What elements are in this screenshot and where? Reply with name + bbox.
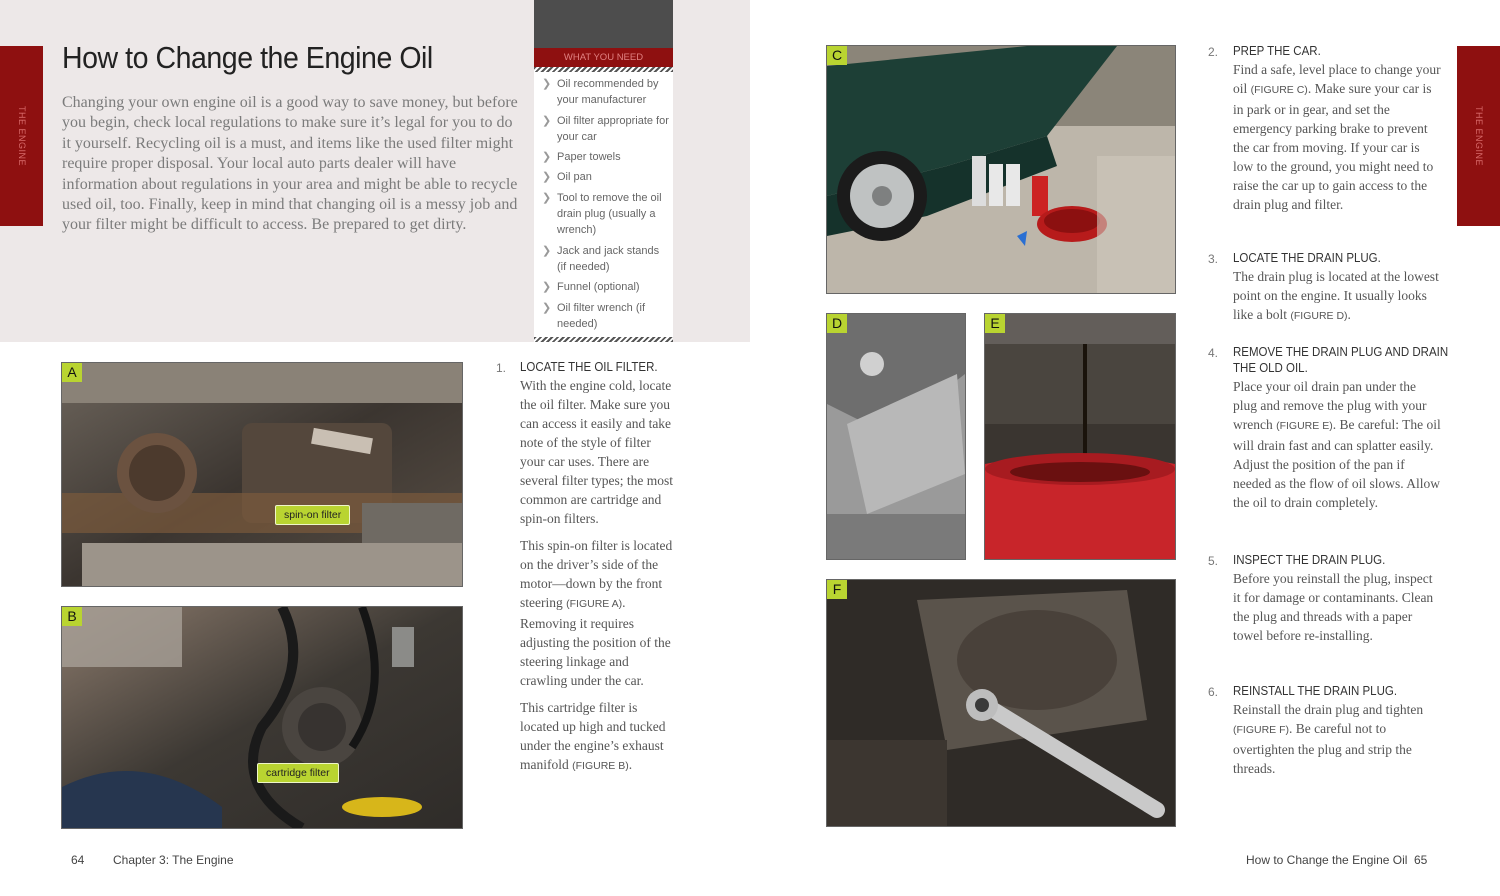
figure-b-photo bbox=[61, 606, 463, 829]
car-in-garage-photo bbox=[827, 46, 1175, 293]
need-box-header-bar bbox=[534, 0, 673, 48]
figure-e-label: E bbox=[985, 314, 1005, 333]
figure-c-label: C bbox=[827, 46, 847, 65]
need-item: ❯ Jack and jack stands (if needed) bbox=[542, 244, 660, 273]
side-tab-left bbox=[0, 46, 43, 226]
step-3 bbox=[1208, 251, 1443, 326]
wrench-tightening-photo bbox=[827, 580, 1175, 826]
step-6 bbox=[1208, 684, 1443, 778]
page-number-left: 64 bbox=[71, 853, 85, 867]
figure-e-photo bbox=[984, 313, 1176, 560]
what-you-need-box bbox=[534, 0, 673, 342]
step-heading: PREP THE CAR. bbox=[1233, 44, 1321, 58]
step-paragraph: Before you reinstall the plug, inspect it for damage or contaminants. Clean the plug and threads with a paper towel before re-installing. bbox=[1233, 571, 1434, 643]
step-heading: LOCATE THE DRAIN PLUG. bbox=[1233, 251, 1381, 265]
need-item: ❯ Oil filter wrench (if needed) bbox=[542, 301, 646, 330]
need-item: ❯ Oil filter appropriate for your car bbox=[542, 114, 669, 143]
cartridge-filter-callout: cartridge filter bbox=[257, 763, 339, 783]
side-tab-label: THE ENGINE bbox=[1473, 105, 1484, 167]
hatch-divider-top bbox=[534, 67, 673, 72]
need-item: ❯ Oil pan bbox=[542, 169, 670, 185]
step-heading: INSPECT THE DRAIN PLUG. bbox=[1233, 553, 1386, 567]
step-heading: REINSTALL THE DRAIN PLUG. bbox=[1233, 684, 1398, 698]
chevron-right-icon: ❯ bbox=[542, 244, 552, 257]
step-heading-continued: THE OLD OIL. bbox=[1233, 361, 1308, 375]
step-paragraph: Find a safe, level place to change your oil (FIGURE C). Make sure your car is in park or in gear, and set the emergency parking brake to prevent the car from moving. If your car is low to the ground, you might need to raise the car up to gain access to the drain plug and filter. bbox=[1233, 62, 1441, 212]
hatch-divider-bottom bbox=[534, 337, 673, 342]
section-title-footer: How to Change the Engine Oil bbox=[1246, 853, 1408, 867]
figure-d-photo bbox=[826, 313, 966, 560]
step-number: 4. bbox=[1208, 346, 1219, 360]
figure-a-label: A bbox=[62, 363, 82, 382]
figure-a-photo bbox=[61, 362, 463, 587]
step-number: 1. bbox=[496, 361, 507, 375]
need-item: ❯ Funnel (optional) bbox=[542, 279, 670, 295]
figure-reference: (FIGURE D) bbox=[1290, 310, 1348, 322]
figure-reference: (FIGURE F) bbox=[1233, 724, 1289, 736]
figure-reference: (FIGURE B) bbox=[572, 760, 629, 772]
chevron-right-icon: ❯ bbox=[542, 171, 552, 184]
need-list bbox=[542, 76, 670, 336]
intro-paragraph: Changing your own engine oil is a good way to save money, but before you begin, check local regulations to make sure it’s legal for you to do it yourself. Recycling oil is a must, and items like the used filter might require proper disposal. Your local auto parts dealer will have information about regulations in your area and might be able to recycle used oil, too. Finally, keep in mind that changing oil is a messy job and your filter might be difficult to access. Be prepared to get dirty. bbox=[62, 94, 518, 234]
engine-bay-photo-b bbox=[62, 607, 462, 828]
figure-reference: (FIGURE E) bbox=[1276, 420, 1333, 432]
step-paragraph: Place your oil drain pan under the plug and remove the plug with your wrench (FIGURE E). Be careful: The oil will drain fast and can splatter easily. Adjust the position of the pan if needed as the flow of oil slows. Allow the oil to drain completely. bbox=[1233, 379, 1441, 510]
step-paragraph: The drain plug is located at the lowest point on the engine. It usually looks like a bolt (FIGURE D). bbox=[1233, 269, 1439, 322]
figure-reference: (FIGURE A) bbox=[566, 598, 623, 610]
engine-bay-photo-a bbox=[62, 363, 462, 586]
chevron-right-icon: ❯ bbox=[542, 281, 552, 294]
step-5 bbox=[1208, 553, 1443, 645]
spin-on-filter-callout: spin-on filter bbox=[275, 505, 350, 525]
step-heading: LOCATE THE OIL FILTER. bbox=[520, 360, 658, 374]
step-paragraph: With the engine cold, locate the oil filter. Make sure you can access it easily and take note of the style of filter your car uses. There are several filter types; the most common are cartridge and spin-on filters. bbox=[520, 378, 673, 526]
step-1 bbox=[496, 360, 676, 776]
need-item: ❯ Tool to remove the oil drain plug (usually a wrench) bbox=[542, 191, 662, 237]
step-4 bbox=[1208, 345, 1449, 512]
side-tab-label: THE ENGINE bbox=[16, 105, 27, 167]
need-item: ❯ Oil recommended by your manufacturer bbox=[542, 78, 659, 107]
step-number: 6. bbox=[1208, 685, 1219, 699]
side-tab-right bbox=[1457, 46, 1500, 226]
step-number: 5. bbox=[1208, 554, 1219, 568]
step-number: 3. bbox=[1208, 252, 1219, 266]
need-item: ❯ Paper towels bbox=[542, 149, 670, 165]
figure-d-label: D bbox=[827, 314, 847, 333]
chevron-right-icon: ❯ bbox=[542, 78, 552, 90]
step-heading: REMOVE THE DRAIN PLUG AND DRAIN bbox=[1233, 345, 1449, 359]
figure-f-photo bbox=[826, 579, 1176, 827]
figure-c-photo bbox=[826, 45, 1176, 294]
chapter-title-footer: Chapter 3: The Engine bbox=[113, 853, 234, 867]
figure-f-label: F bbox=[827, 580, 847, 599]
step-paragraph: Reinstall the drain plug and tighten (FIGURE F). Be careful not to overtighten the plug and strip the threads. bbox=[1233, 702, 1424, 776]
page-number-right: 65 bbox=[1414, 853, 1428, 867]
step-2 bbox=[1208, 44, 1443, 214]
chevron-right-icon: ❯ bbox=[542, 114, 552, 127]
page-title: How to Change the Engine Oil bbox=[62, 40, 433, 75]
step-number: 2. bbox=[1208, 45, 1219, 59]
chevron-right-icon: ❯ bbox=[542, 191, 552, 204]
chevron-right-icon: ❯ bbox=[542, 151, 552, 164]
chevron-right-icon: ❯ bbox=[542, 301, 552, 314]
step-paragraph: This spin-on filter is located on the driver’s side of the motor—down by the front steering (FIGURE A). Removing it requires adjusting the position of the steering linkage and crawling under the car. bbox=[520, 538, 673, 688]
figure-b-label: B bbox=[62, 607, 82, 626]
oil-draining-photo bbox=[985, 314, 1175, 559]
drain-plug-photo bbox=[827, 314, 965, 559]
figure-reference: (FIGURE C) bbox=[1250, 84, 1308, 96]
step-paragraph: This cartridge filter is located up high and tucked under the engine’s exhaust manifold (FIGURE B). bbox=[520, 700, 666, 772]
need-box-heading: WHAT YOU NEED bbox=[534, 48, 673, 67]
